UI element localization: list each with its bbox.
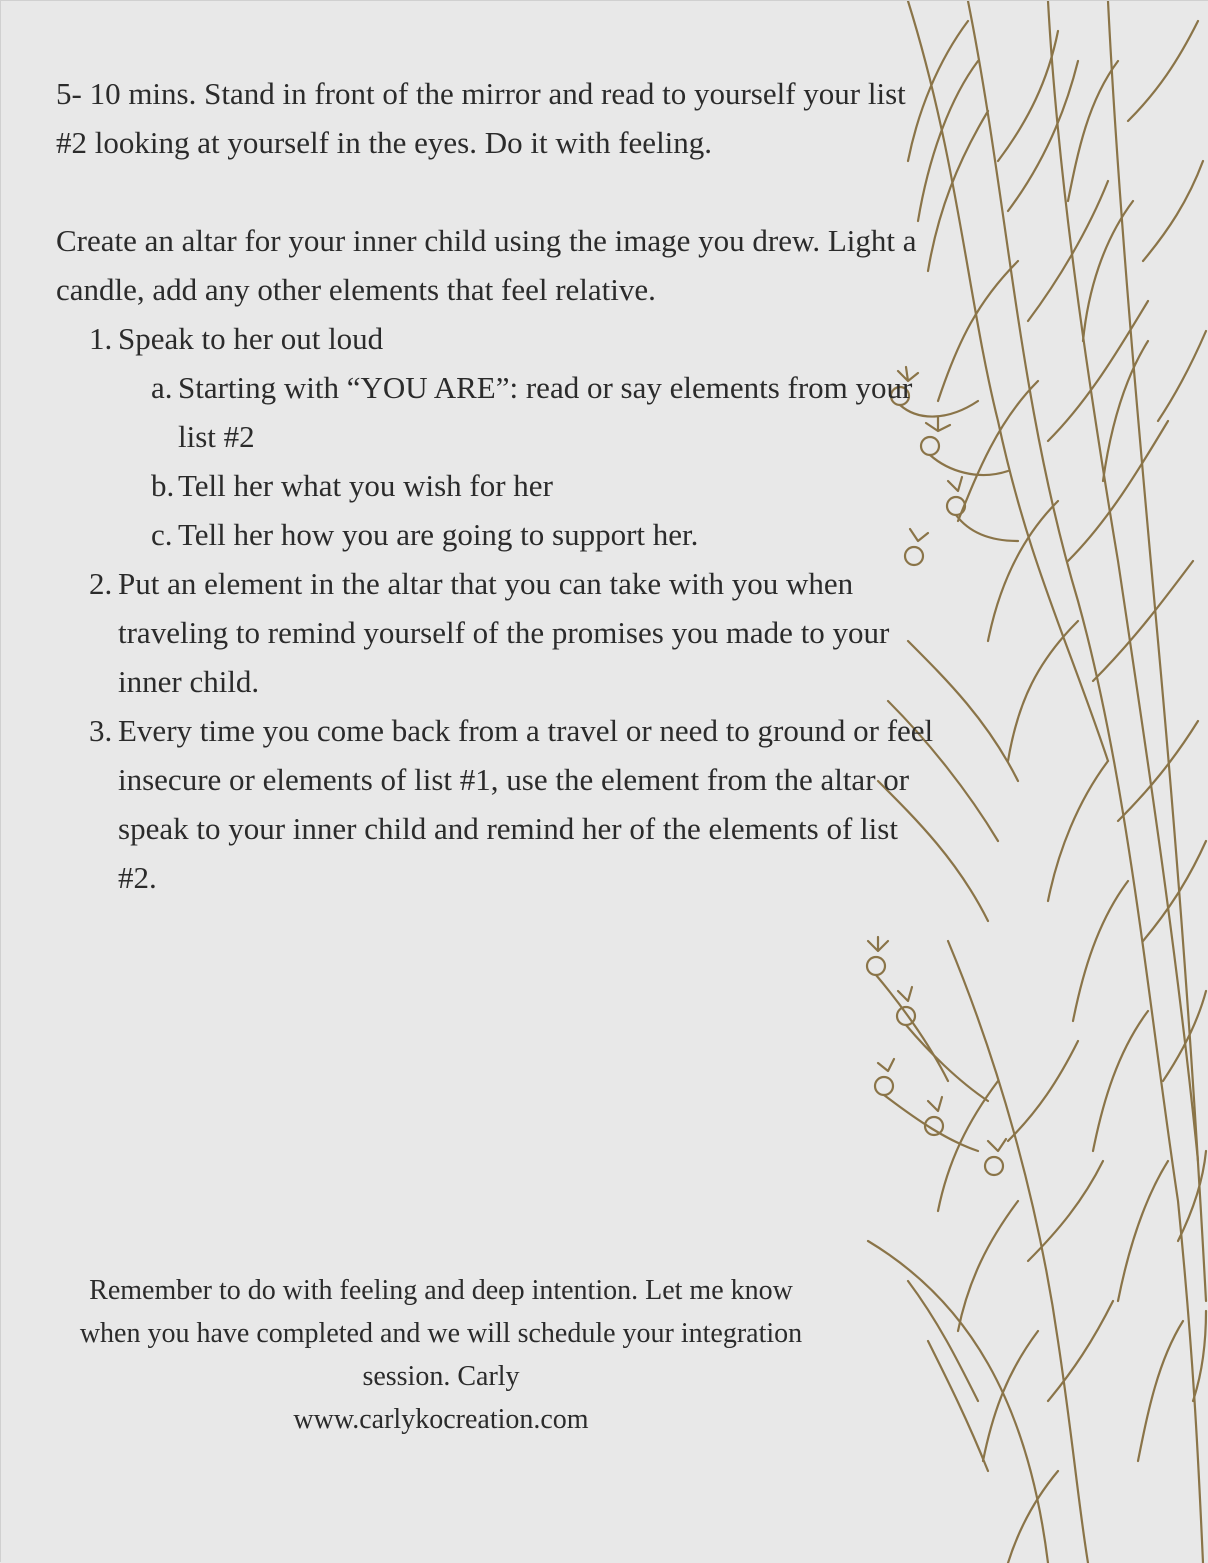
sub-list-item <box>56 510 936 559</box>
list-item-text: Starting with “YOU ARE”: read or say elements from your list #2 <box>178 370 913 454</box>
instructions-body <box>56 69 936 902</box>
sub-list-item <box>56 461 936 510</box>
list-item-text: Tell her what you wish for her <box>178 468 553 503</box>
list-marker: 2. <box>89 566 113 601</box>
mirror-paragraph: 5- 10 mins. Stand in front of the mirror and read to yourself your list #2 looking at yourself in the eyes. Do it with feeling. <box>56 76 906 160</box>
closing-message: Remember to do with feeling and deep intention. Let me know when you have completed and we will schedule your integration session. Carly <box>79 1275 803 1392</box>
list-item-text: Speak to her out loud <box>118 321 384 356</box>
list-item <box>56 314 936 363</box>
website-url: www.carlykocreation.com <box>293 1404 589 1435</box>
paragraph-spacer <box>56 167 936 216</box>
list-marker: c. <box>151 517 173 552</box>
list-item-text: Put an element in the altar that you can take with you when traveling to remind yourself of the promises you made to your inner child. <box>118 566 890 699</box>
list-marker: 3. <box>89 713 113 748</box>
sub-list-item <box>56 363 936 461</box>
list-item <box>56 706 936 902</box>
list-marker: 1. <box>89 321 113 356</box>
list-item-text: Every time you come back from a travel or need to ground or feel insecure or elements of list #1, use the element from the altar or speak to your inner child and remind her of the elements of list #2. <box>118 713 934 895</box>
list-item <box>56 559 936 706</box>
list-marker: b. <box>151 468 175 503</box>
list-item-text: Tell her how you are going to support her. <box>178 517 699 552</box>
closing-note <box>56 1269 826 1441</box>
list-marker: a. <box>151 370 173 405</box>
altar-intro-paragraph: Create an altar for your inner child using the image you drew. Light a candle, add any other elements that feel relative. <box>56 223 917 307</box>
